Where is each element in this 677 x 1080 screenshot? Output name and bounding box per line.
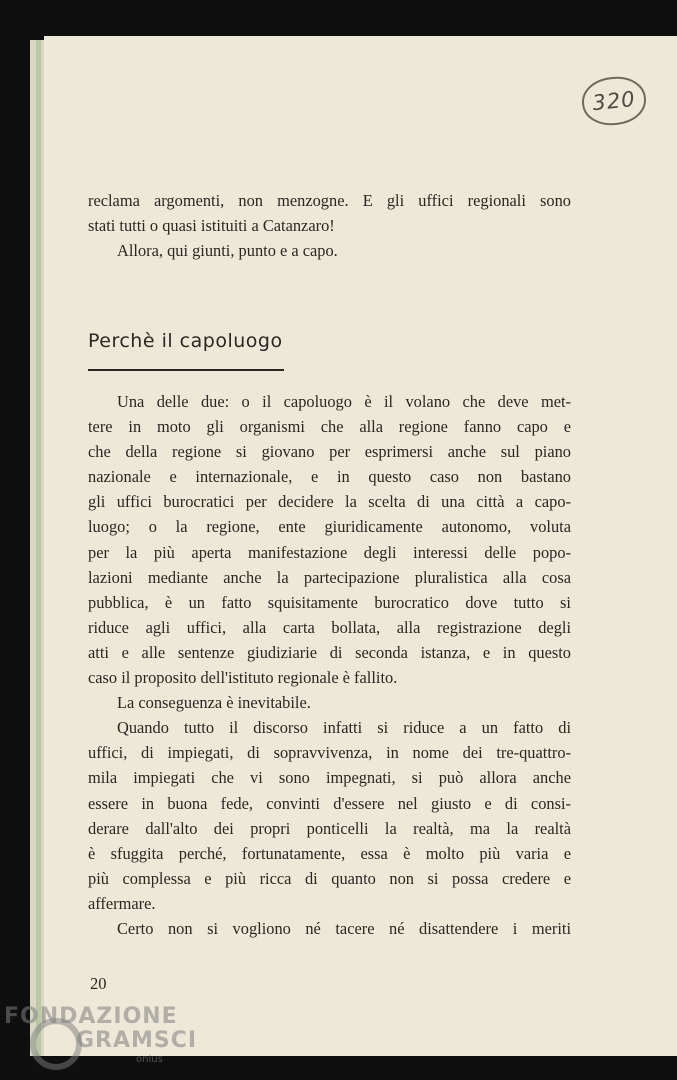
text-line: gli uffici burocratici per decidere la scelta di una città a capo- [88,492,571,512]
text-line: Una delle due: o il capoluogo è il volano che deve met- [117,392,571,411]
heading-underline [88,369,284,371]
page-edge-tint [36,40,41,1056]
text-line: è sfuggita perché, fortunatamente, essa è molto più varia e [88,843,571,863]
text-line: stati tutti o quasi istituiti a Catanzaro! [88,216,335,236]
watermark-line-1: FONDAZIONE [4,1004,178,1029]
text-line: atti e alle sentenze giudiziarie di seconda istanza, e in questo [88,642,571,662]
text-line: Quando tutto il discorso infatti si riduce a un fatto di [117,718,571,738]
text-line: essere in buona fede, convinti d'essere nel giusto e di consi- [88,793,571,813]
text-line: reclama argomenti, non menzogne. E gli uffici regionali sono [88,191,571,210]
text-line: tere in moto gli organismi che alla regione fanno capo e [88,417,571,437]
watermark-line-2: GRAMSCI [76,1028,198,1053]
section-heading: Perchè il capoluogo [88,330,283,352]
page-number: 20 [90,974,107,993]
text-line: per la più aperta manifestazione degli interessi delle popo- [88,542,571,562]
archive-number-stamp: 320 [580,74,649,128]
top-paragraph [88,188,571,263]
text-line: più complessa e più ricca di quanto non si possa credere e [88,868,571,888]
body-text [88,389,571,941]
text-line: lazioni mediante anche la partecipazione pluralistica alla cosa [88,567,571,587]
text-line: La conseguenza è inevitabile. [117,693,311,713]
text-line: uffici, di impiegati, di sopravvivenza, in nome dei tre-quattro- [88,743,571,763]
text-line: derare dall'alto dei propri ponticelli la realtà, ma la realtà [88,818,571,838]
text-line: Certo non si vogliono né tacere né disattendere i meriti [117,918,571,938]
text-line: che della regione si giovano per esprimersi anche sul piano [88,442,571,462]
text-line: riduce agli uffici, alla carta bollata, alla registrazione degli [88,617,571,637]
text-line: pubblica, è un fatto squisitamente burocratico dove tutto si [88,592,571,612]
text-line: caso il proposito dell'istituto regionale è fallito. [88,668,398,688]
text-line: nazionale e internazionale, e in questo caso non bastano [88,467,571,487]
text-line: luogo; o la regione, ente giuridicamente autonomo, voluta [88,517,571,537]
watermark-logo [0,1004,200,1080]
watermark-line-3: onlus [136,1054,163,1065]
text-line: Allora, qui giunti, punto e a capo. [117,241,338,261]
book-page [44,36,677,1056]
text-line: mila impiegati che vi sono impegnati, si può allora anche [88,768,571,788]
text-line: affermare. [88,893,156,913]
